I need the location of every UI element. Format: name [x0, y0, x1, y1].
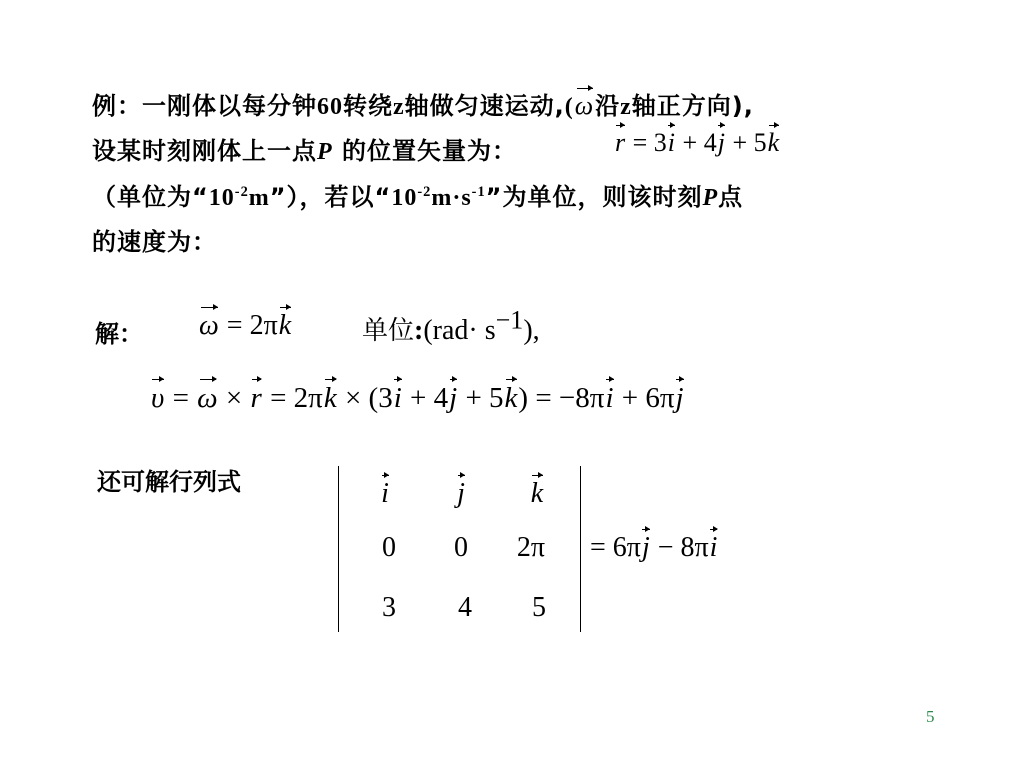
axis-letter: z [620, 94, 632, 120]
unit-exponent: -2 [234, 184, 249, 200]
velocity-equation: υ = ω × r = 2πk × (3i + 4j + 5k) = −8πi + 6πj [151, 382, 684, 414]
problem-number: 60 [317, 94, 343, 120]
problem-text: 设某时刻刚体上一点 [92, 137, 317, 165]
unit-close: ), [523, 315, 540, 346]
determinant-left-bar [338, 466, 339, 632]
matrix-cell: k [530, 478, 544, 509]
problem-text: 例：一刚体以每分钟 [92, 92, 317, 120]
problem-line-1 [92, 86, 754, 121]
problem-line-4 [92, 222, 217, 257]
unit-exponent: −1 [495, 305, 524, 335]
point-label: P [317, 139, 333, 165]
matrix-cell: j [457, 478, 465, 509]
point-label: P [702, 185, 719, 211]
omega-equation: ω = 2πk [199, 310, 292, 341]
determinant-label: 还可解行列式 [97, 468, 241, 496]
unit-exponent: -1 [471, 184, 486, 200]
matrix-cell: 0 [382, 532, 396, 563]
matrix-cell: 2π [516, 532, 546, 563]
problem-line-2 [92, 131, 517, 166]
unit-annotation [362, 305, 540, 347]
determinant-right-bar [580, 466, 581, 632]
problem-text: 的位置矢量为： [332, 137, 518, 165]
unit-base: 10 [208, 185, 235, 211]
problem-text: （单位为“ [92, 183, 209, 211]
problem-line-3 [92, 177, 743, 212]
unit-symbol: m·s [431, 185, 472, 211]
page-number: 5 [926, 707, 935, 726]
axis-letter: z [393, 94, 405, 120]
problem-text: 沿 [595, 92, 621, 120]
problem-text: ”），若以“ [269, 183, 392, 211]
unit-base: 10 [391, 185, 418, 211]
unit-label: 单位 [362, 316, 415, 346]
problem-text: 点 [718, 183, 744, 211]
unit-colon: : [414, 315, 424, 346]
position-vector-equation: r = 3i + 4j + 5k [615, 128, 780, 157]
problem-text: 转绕 [343, 92, 393, 120]
unit-exponent: -2 [417, 184, 432, 200]
determinant-result: = 6πj − 8πi [590, 532, 718, 563]
paren: ( [564, 94, 574, 120]
matrix-cell: 3 [382, 592, 396, 623]
unit-value: (rad· s [423, 315, 496, 346]
solution-label: 解： [95, 320, 143, 348]
problem-text: ”为单位，则该时刻 [485, 183, 703, 211]
matrix-cell: i [381, 478, 389, 509]
matrix-cell: 4 [458, 592, 472, 623]
unit-symbol: m [248, 185, 270, 211]
problem-text: 的速度为： [92, 228, 217, 256]
problem-text: 轴正方向), [631, 92, 754, 120]
matrix-cell: 5 [532, 592, 546, 623]
omega-vector: ω [574, 91, 595, 120]
matrix-cell: 0 [454, 532, 468, 563]
problem-text: 轴做匀速运动, [404, 92, 565, 120]
